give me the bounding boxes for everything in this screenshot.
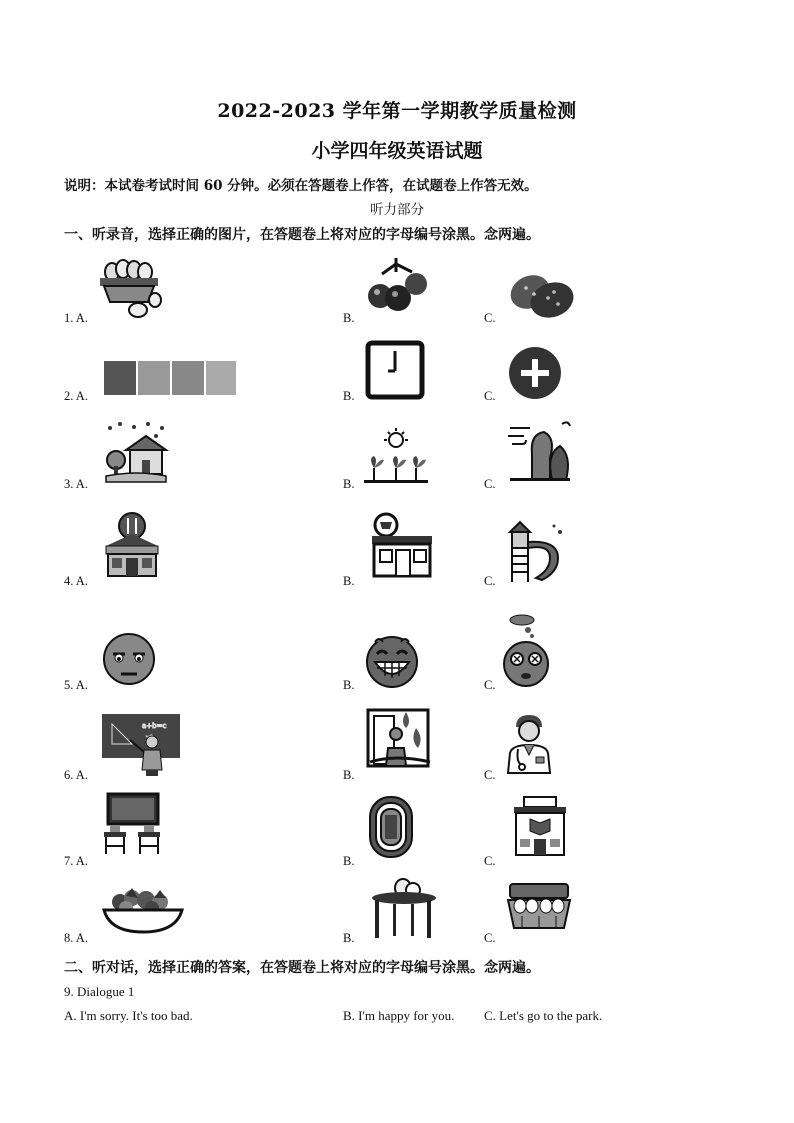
q6-label-b: B. — [343, 768, 355, 782]
q4-label-c: C. — [484, 574, 496, 588]
library-icon — [510, 795, 570, 857]
sun-sprouts-icon — [364, 428, 428, 486]
option-c: C. Let's go to the park. — [484, 1008, 603, 1023]
q6-label-a: 6. A. — [64, 768, 88, 782]
potatoes-icon — [506, 268, 576, 322]
restaurant-icon — [102, 512, 162, 578]
egg-carton-icon — [506, 882, 572, 932]
q2-label-b: B. — [343, 389, 355, 403]
instructions: 说明：本试卷考试时间 60 分钟。必须在答题卷上作答，在试题卷上作答无效。 — [64, 178, 538, 194]
classroom-icon — [102, 792, 164, 858]
plus-icon — [508, 346, 562, 400]
playground-slide-icon — [506, 518, 566, 584]
doctor-icon — [506, 713, 552, 775]
dialogue-label: 9. Dialogue 1 — [64, 984, 135, 999]
section-1-heading: 一、听录音，选择正确的图片，在答题卷上将对应的字母编号涂黑。念两遍。 — [64, 227, 540, 243]
q4-label-b: B. — [343, 574, 355, 588]
q2-label-c: C. — [484, 389, 496, 403]
supermarket-icon — [368, 512, 436, 578]
windy-trees-icon — [506, 414, 572, 484]
q1-label-c: C. — [484, 311, 496, 325]
color-swatches-icon — [104, 361, 236, 395]
q1-label-b: B. — [343, 311, 355, 325]
page-title: 2022-2023 学年第一学期教学质量检测 — [217, 100, 577, 122]
q3-label-a: 3. A. — [64, 477, 88, 491]
eggs-on-table-icon — [369, 878, 439, 940]
q5-label-a: 5. A. — [64, 678, 88, 692]
q1-label-a: 1. A. — [64, 311, 88, 325]
q8-label-b: B. — [343, 931, 355, 945]
option-b: B. I'm happy for you. — [343, 1008, 455, 1023]
fruit-bowl-icon — [102, 884, 184, 936]
part-heading: 听力部分 — [370, 202, 424, 218]
grinning-face-icon — [365, 634, 419, 688]
q8-label-c: C. — [484, 931, 496, 945]
tomatoes-icon — [364, 254, 430, 316]
q7-label-b: B. — [343, 854, 355, 868]
q6-label-c: C. — [484, 768, 496, 782]
q2-label-a: 2. A. — [64, 389, 88, 403]
firefighter-icon — [366, 708, 434, 770]
page-subtitle: 小学四年级英语试题 — [311, 140, 483, 162]
tired-face-icon — [103, 632, 155, 686]
q7-label-a: 7. A. — [64, 854, 88, 868]
dizzy-face-icon — [502, 614, 552, 688]
q3-label-b: B. — [343, 477, 355, 491]
q5-label-c: C. — [484, 678, 496, 692]
q3-label-c: C. — [484, 477, 496, 491]
teacher-icon — [102, 714, 180, 776]
section-2-heading: 二、听对话，选择正确的答案，在答题卷上将对应的字母编号涂黑。念两遍。 — [64, 960, 540, 976]
q8-label-a: 8. A. — [64, 931, 88, 945]
clock-icon — [366, 341, 424, 399]
egg-basket-icon — [98, 256, 168, 318]
q5-label-b: B. — [343, 678, 355, 692]
option-a: A. I'm sorry. It's too bad. — [64, 1008, 193, 1023]
snowy-house-icon — [104, 422, 168, 484]
svg-text:a+b=c: a+b=c — [142, 722, 167, 730]
q4-label-a: 4. A. — [64, 574, 88, 588]
q7-label-c: C. — [484, 854, 496, 868]
running-track-icon — [368, 795, 414, 859]
